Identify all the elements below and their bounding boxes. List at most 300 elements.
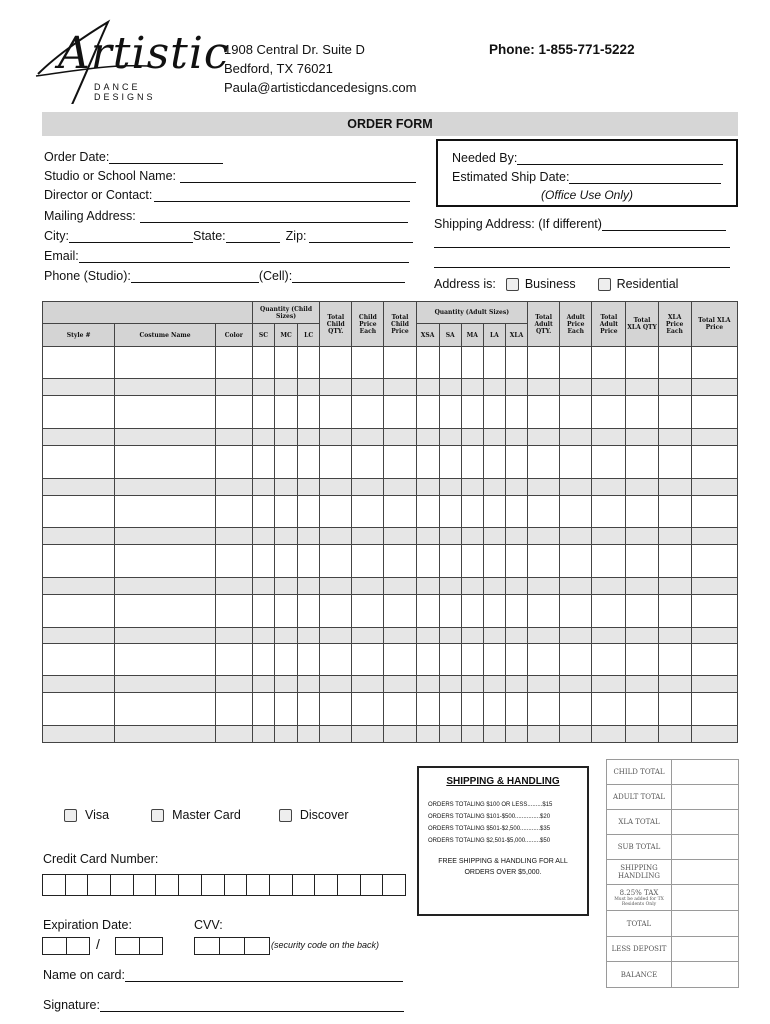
table-cell[interactable] <box>691 429 737 446</box>
table-cell[interactable] <box>43 676 115 693</box>
table-cell[interactable] <box>320 379 352 396</box>
table-cell[interactable] <box>528 545 560 578</box>
table-cell[interactable] <box>215 644 252 676</box>
table-cell[interactable] <box>461 693 483 726</box>
table-cell[interactable] <box>483 676 505 693</box>
table-cell[interactable] <box>691 545 737 578</box>
table-cell[interactable] <box>274 347 297 379</box>
ship-date-field[interactable] <box>452 166 721 184</box>
table-cell[interactable] <box>483 726 505 743</box>
table-cell[interactable] <box>560 726 592 743</box>
table-cell[interactable] <box>384 446 416 479</box>
table-cell[interactable] <box>215 496 252 528</box>
table-cell[interactable] <box>215 628 252 644</box>
table-cell[interactable] <box>384 676 416 693</box>
table-cell[interactable] <box>626 545 658 578</box>
table-cell[interactable] <box>352 545 384 578</box>
cvv-digit[interactable] <box>245 938 269 954</box>
table-cell[interactable] <box>439 479 461 496</box>
table-cell[interactable] <box>298 628 320 644</box>
table-cell[interactable] <box>461 479 483 496</box>
mastercard-checkbox[interactable] <box>151 809 164 822</box>
table-cell[interactable] <box>298 545 320 578</box>
table-cell[interactable] <box>592 429 626 446</box>
table-cell[interactable] <box>352 429 384 446</box>
table-cell[interactable] <box>274 446 297 479</box>
table-cell[interactable] <box>384 379 416 396</box>
table-cell[interactable] <box>461 429 483 446</box>
table-cell[interactable] <box>320 578 352 595</box>
table-cell[interactable] <box>560 545 592 578</box>
table-cell[interactable] <box>43 429 115 446</box>
ship-date-line[interactable] <box>569 170 721 184</box>
shipping-address-line1[interactable] <box>602 217 726 231</box>
table-cell[interactable] <box>320 429 352 446</box>
table-cell[interactable] <box>274 379 297 396</box>
table-cell[interactable] <box>592 528 626 545</box>
table-cell[interactable] <box>528 676 560 693</box>
table-cell[interactable] <box>115 396 215 429</box>
cvv-digit[interactable] <box>220 938 245 954</box>
table-cell[interactable] <box>320 446 352 479</box>
less-deposit-value[interactable] <box>672 937 739 962</box>
table-cell[interactable] <box>352 726 384 743</box>
table-cell[interactable] <box>592 676 626 693</box>
table-cell[interactable] <box>626 693 658 726</box>
table-cell[interactable] <box>352 578 384 595</box>
state-line[interactable] <box>226 229 280 243</box>
table-cell[interactable] <box>43 644 115 676</box>
table-cell[interactable] <box>252 446 274 479</box>
table-cell[interactable] <box>461 496 483 528</box>
table-cell[interactable] <box>691 595 737 628</box>
table-cell[interactable] <box>691 446 737 479</box>
cc-digit[interactable] <box>270 875 293 895</box>
table-cell[interactable] <box>658 496 691 528</box>
table-cell[interactable] <box>483 429 505 446</box>
table-cell[interactable] <box>439 347 461 379</box>
table-cell[interactable] <box>43 396 115 429</box>
table-cell[interactable] <box>298 496 320 528</box>
cc-digit[interactable] <box>338 875 361 895</box>
table-cell[interactable] <box>560 693 592 726</box>
table-cell[interactable] <box>384 479 416 496</box>
table-cell[interactable] <box>483 379 505 396</box>
email-field[interactable] <box>44 245 409 263</box>
city-line[interactable] <box>69 229 193 243</box>
table-cell[interactable] <box>658 379 691 396</box>
cc-digit[interactable] <box>43 875 66 895</box>
mailing-line[interactable] <box>140 209 408 223</box>
table-cell[interactable] <box>352 479 384 496</box>
table-cell[interactable] <box>626 496 658 528</box>
table-cell[interactable] <box>43 496 115 528</box>
table-cell[interactable] <box>439 693 461 726</box>
table-cell[interactable] <box>560 446 592 479</box>
table-cell[interactable] <box>298 595 320 628</box>
table-cell[interactable] <box>252 396 274 429</box>
table-cell[interactable] <box>505 726 527 743</box>
table-cell[interactable] <box>505 396 527 429</box>
discover-checkbox[interactable] <box>279 809 292 822</box>
tax-value[interactable] <box>672 885 739 911</box>
table-cell[interactable] <box>560 496 592 528</box>
table-cell[interactable] <box>352 379 384 396</box>
table-cell[interactable] <box>658 446 691 479</box>
table-cell[interactable] <box>560 429 592 446</box>
table-cell[interactable] <box>252 347 274 379</box>
table-cell[interactable] <box>252 595 274 628</box>
table-cell[interactable] <box>352 644 384 676</box>
table-cell[interactable] <box>274 496 297 528</box>
table-cell[interactable] <box>115 726 215 743</box>
table-cell[interactable] <box>658 595 691 628</box>
table-cell[interactable] <box>483 496 505 528</box>
total-value[interactable] <box>672 911 739 937</box>
table-cell[interactable] <box>439 496 461 528</box>
table-cell[interactable] <box>560 676 592 693</box>
table-cell[interactable] <box>320 347 352 379</box>
table-cell[interactable] <box>439 644 461 676</box>
table-cell[interactable] <box>384 528 416 545</box>
table-cell[interactable] <box>215 347 252 379</box>
table-cell[interactable] <box>274 676 297 693</box>
table-cell[interactable] <box>658 429 691 446</box>
table-cell[interactable] <box>352 496 384 528</box>
needed-by-field[interactable] <box>452 147 723 165</box>
cc-digit[interactable] <box>134 875 157 895</box>
table-cell[interactable] <box>626 676 658 693</box>
table-cell[interactable] <box>252 578 274 595</box>
table-cell[interactable] <box>691 496 737 528</box>
table-cell[interactable] <box>592 726 626 743</box>
signature-field[interactable] <box>43 994 404 1012</box>
table-cell[interactable] <box>320 628 352 644</box>
table-cell[interactable] <box>416 644 439 676</box>
table-cell[interactable] <box>461 347 483 379</box>
table-cell[interactable] <box>252 545 274 578</box>
table-cell[interactable] <box>215 479 252 496</box>
table-cell[interactable] <box>658 676 691 693</box>
signature-line[interactable] <box>100 998 404 1012</box>
table-cell[interactable] <box>352 628 384 644</box>
table-cell[interactable] <box>298 479 320 496</box>
table-cell[interactable] <box>252 429 274 446</box>
table-cell[interactable] <box>298 726 320 743</box>
table-cell[interactable] <box>298 379 320 396</box>
cc-digit[interactable] <box>88 875 111 895</box>
table-cell[interactable] <box>626 726 658 743</box>
table-cell[interactable] <box>461 528 483 545</box>
table-cell[interactable] <box>384 578 416 595</box>
table-cell[interactable] <box>560 479 592 496</box>
table-cell[interactable] <box>592 396 626 429</box>
table-cell[interactable] <box>115 595 215 628</box>
table-cell[interactable] <box>691 628 737 644</box>
table-cell[interactable] <box>215 726 252 743</box>
cc-digit[interactable] <box>156 875 179 895</box>
cc-number-boxes[interactable] <box>42 874 406 896</box>
table-cell[interactable] <box>115 446 215 479</box>
table-cell[interactable] <box>592 347 626 379</box>
table-cell[interactable] <box>416 429 439 446</box>
table-cell[interactable] <box>215 578 252 595</box>
table-cell[interactable] <box>215 379 252 396</box>
table-cell[interactable] <box>320 496 352 528</box>
table-cell[interactable] <box>252 726 274 743</box>
table-cell[interactable] <box>560 347 592 379</box>
phone-field[interactable] <box>44 265 405 283</box>
table-cell[interactable] <box>626 479 658 496</box>
table-cell[interactable] <box>115 496 215 528</box>
table-cell[interactable] <box>274 396 297 429</box>
table-cell[interactable] <box>483 528 505 545</box>
table-cell[interactable] <box>416 595 439 628</box>
table-cell[interactable] <box>505 578 527 595</box>
balance-value[interactable] <box>672 962 739 988</box>
table-cell[interactable] <box>274 693 297 726</box>
table-cell[interactable] <box>626 379 658 396</box>
table-cell[interactable] <box>384 693 416 726</box>
table-cell[interactable] <box>560 628 592 644</box>
table-cell[interactable] <box>115 545 215 578</box>
table-cell[interactable] <box>416 676 439 693</box>
table-cell[interactable] <box>461 595 483 628</box>
table-cell[interactable] <box>384 628 416 644</box>
table-cell[interactable] <box>439 379 461 396</box>
cc-digit[interactable] <box>202 875 225 895</box>
table-cell[interactable] <box>483 595 505 628</box>
table-cell[interactable] <box>505 644 527 676</box>
table-cell[interactable] <box>298 446 320 479</box>
table-cell[interactable] <box>658 347 691 379</box>
cc-digit[interactable] <box>66 875 89 895</box>
table-cell[interactable] <box>274 429 297 446</box>
table-cell[interactable] <box>592 578 626 595</box>
table-cell[interactable] <box>528 528 560 545</box>
table-cell[interactable] <box>505 496 527 528</box>
table-cell[interactable] <box>43 446 115 479</box>
exp-digit[interactable] <box>116 938 140 954</box>
table-cell[interactable] <box>658 479 691 496</box>
table-cell[interactable] <box>274 644 297 676</box>
table-cell[interactable] <box>528 644 560 676</box>
table-cell[interactable] <box>626 446 658 479</box>
table-cell[interactable] <box>528 479 560 496</box>
table-cell[interactable] <box>439 528 461 545</box>
table-cell[interactable] <box>528 578 560 595</box>
table-cell[interactable] <box>658 644 691 676</box>
table-cell[interactable] <box>560 396 592 429</box>
table-cell[interactable] <box>658 578 691 595</box>
table-cell[interactable] <box>298 644 320 676</box>
table-cell[interactable] <box>384 347 416 379</box>
table-cell[interactable] <box>461 628 483 644</box>
table-cell[interactable] <box>592 479 626 496</box>
table-cell[interactable] <box>298 676 320 693</box>
table-cell[interactable] <box>274 595 297 628</box>
cell-line[interactable] <box>292 269 405 283</box>
shipping-address-line2[interactable] <box>434 234 730 248</box>
needed-by-line[interactable] <box>517 151 723 165</box>
table-cell[interactable] <box>691 578 737 595</box>
cc-digit[interactable] <box>225 875 248 895</box>
table-cell[interactable] <box>483 446 505 479</box>
table-cell[interactable] <box>461 396 483 429</box>
zip-line[interactable] <box>309 229 413 243</box>
table-cell[interactable] <box>528 595 560 628</box>
table-cell[interactable] <box>115 429 215 446</box>
table-cell[interactable] <box>560 379 592 396</box>
table-cell[interactable] <box>115 628 215 644</box>
table-cell[interactable] <box>43 693 115 726</box>
table-cell[interactable] <box>483 347 505 379</box>
table-cell[interactable] <box>439 726 461 743</box>
table-cell[interactable] <box>505 595 527 628</box>
child-total-value[interactable] <box>672 760 739 785</box>
table-cell[interactable] <box>115 379 215 396</box>
table-cell[interactable] <box>215 693 252 726</box>
table-cell[interactable] <box>416 479 439 496</box>
table-cell[interactable] <box>691 396 737 429</box>
table-cell[interactable] <box>43 479 115 496</box>
table-cell[interactable] <box>483 644 505 676</box>
table-cell[interactable] <box>320 644 352 676</box>
table-cell[interactable] <box>528 446 560 479</box>
cc-digit[interactable] <box>361 875 384 895</box>
table-cell[interactable] <box>352 446 384 479</box>
phone-studio-line[interactable] <box>131 269 259 283</box>
table-cell[interactable] <box>115 528 215 545</box>
table-cell[interactable] <box>592 496 626 528</box>
table-cell[interactable] <box>416 396 439 429</box>
table-cell[interactable] <box>592 379 626 396</box>
table-cell[interactable] <box>691 644 737 676</box>
table-cell[interactable] <box>658 628 691 644</box>
table-cell[interactable] <box>461 545 483 578</box>
exp-month-boxes[interactable] <box>42 937 90 955</box>
email-line[interactable] <box>79 249 409 263</box>
business-checkbox[interactable] <box>506 278 519 291</box>
cc-digit[interactable] <box>293 875 316 895</box>
table-cell[interactable] <box>252 693 274 726</box>
table-cell[interactable] <box>384 496 416 528</box>
name-on-card-line[interactable] <box>125 968 403 982</box>
table-cell[interactable] <box>439 578 461 595</box>
table-cell[interactable] <box>320 545 352 578</box>
table-cell[interactable] <box>505 528 527 545</box>
table-cell[interactable] <box>215 528 252 545</box>
table-cell[interactable] <box>416 379 439 396</box>
table-cell[interactable] <box>43 528 115 545</box>
table-cell[interactable] <box>43 595 115 628</box>
table-cell[interactable] <box>384 644 416 676</box>
table-cell[interactable] <box>461 644 483 676</box>
table-cell[interactable] <box>528 396 560 429</box>
table-cell[interactable] <box>416 578 439 595</box>
name-on-card-field[interactable] <box>43 964 403 982</box>
table-cell[interactable] <box>528 347 560 379</box>
table-cell[interactable] <box>505 545 527 578</box>
table-cell[interactable] <box>483 479 505 496</box>
exp-digit[interactable] <box>140 938 163 954</box>
table-cell[interactable] <box>274 578 297 595</box>
table-cell[interactable] <box>320 726 352 743</box>
table-cell[interactable] <box>43 628 115 644</box>
table-cell[interactable] <box>658 528 691 545</box>
table-cell[interactable] <box>252 676 274 693</box>
table-cell[interactable] <box>274 726 297 743</box>
table-cell[interactable] <box>384 595 416 628</box>
table-cell[interactable] <box>528 726 560 743</box>
table-cell[interactable] <box>298 578 320 595</box>
residential-checkbox[interactable] <box>598 278 611 291</box>
table-cell[interactable] <box>592 628 626 644</box>
table-cell[interactable] <box>626 578 658 595</box>
table-cell[interactable] <box>505 446 527 479</box>
table-cell[interactable] <box>528 693 560 726</box>
table-cell[interactable] <box>115 578 215 595</box>
table-cell[interactable] <box>505 379 527 396</box>
table-cell[interactable] <box>505 347 527 379</box>
table-cell[interactable] <box>691 676 737 693</box>
table-cell[interactable] <box>416 347 439 379</box>
table-cell[interactable] <box>215 396 252 429</box>
table-cell[interactable] <box>252 644 274 676</box>
table-cell[interactable] <box>252 628 274 644</box>
table-cell[interactable] <box>483 628 505 644</box>
studio-name-line[interactable] <box>180 169 416 183</box>
table-cell[interactable] <box>115 347 215 379</box>
table-cell[interactable] <box>274 479 297 496</box>
table-cell[interactable] <box>352 676 384 693</box>
table-cell[interactable] <box>384 429 416 446</box>
table-cell[interactable] <box>560 644 592 676</box>
exp-digit[interactable] <box>43 938 67 954</box>
table-cell[interactable] <box>43 379 115 396</box>
table-cell[interactable] <box>416 528 439 545</box>
table-cell[interactable] <box>528 628 560 644</box>
table-cell[interactable] <box>691 693 737 726</box>
table-cell[interactable] <box>43 578 115 595</box>
table-cell[interactable] <box>505 628 527 644</box>
mailing-address-field[interactable] <box>44 205 408 223</box>
table-cell[interactable] <box>592 545 626 578</box>
table-cell[interactable] <box>439 628 461 644</box>
table-cell[interactable] <box>298 347 320 379</box>
table-cell[interactable] <box>416 545 439 578</box>
table-cell[interactable] <box>658 396 691 429</box>
table-cell[interactable] <box>416 628 439 644</box>
table-cell[interactable] <box>483 396 505 429</box>
table-cell[interactable] <box>626 528 658 545</box>
cc-digit[interactable] <box>247 875 270 895</box>
exp-digit[interactable] <box>67 938 90 954</box>
table-cell[interactable] <box>352 693 384 726</box>
table-cell[interactable] <box>352 396 384 429</box>
table-cell[interactable] <box>115 676 215 693</box>
table-cell[interactable] <box>298 528 320 545</box>
table-cell[interactable] <box>691 528 737 545</box>
table-cell[interactable] <box>592 446 626 479</box>
table-cell[interactable] <box>658 545 691 578</box>
table-cell[interactable] <box>505 676 527 693</box>
table-cell[interactable] <box>43 726 115 743</box>
table-cell[interactable] <box>416 496 439 528</box>
table-cell[interactable] <box>483 693 505 726</box>
director-line[interactable] <box>154 188 410 202</box>
table-cell[interactable] <box>691 347 737 379</box>
